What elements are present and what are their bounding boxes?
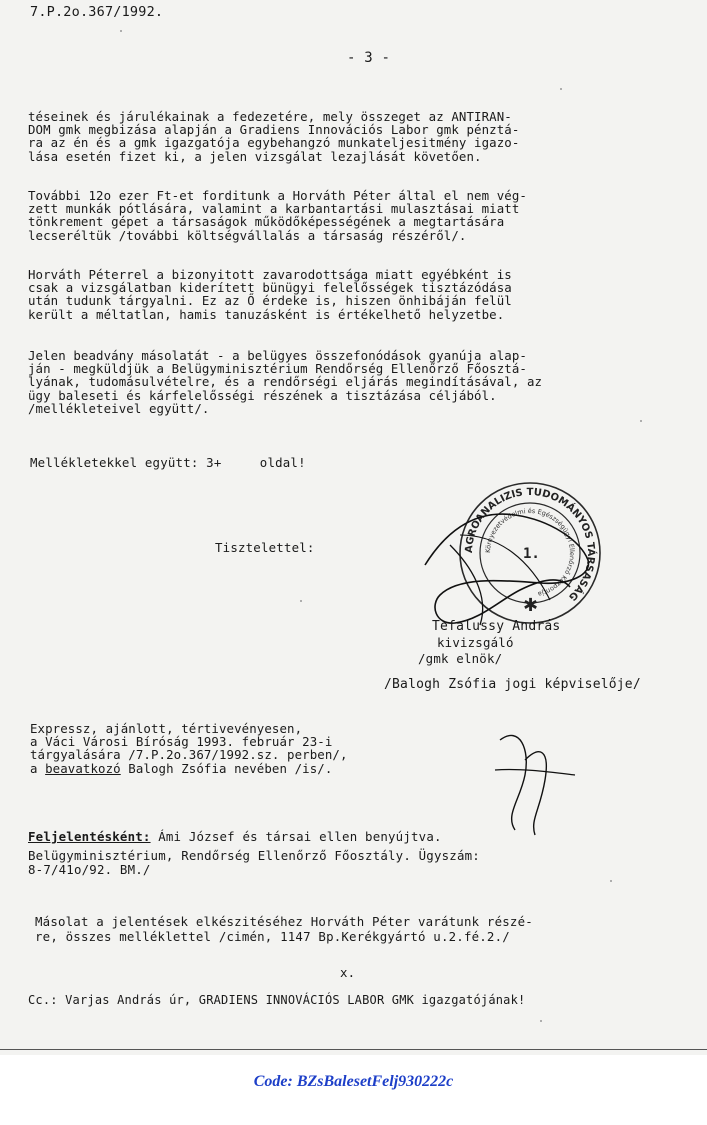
- paragraph-3-line: Horváth Péterrel a bizonyitott zavarodottsága miatt egyébként is: [28, 267, 512, 282]
- delivery-line: tárgyalására /7.P.2o.367/1992.sz. perben/,: [30, 747, 348, 763]
- paragraph-2-line: lecseréltük /további költségvállalás a társaság részéről/.: [28, 227, 467, 243]
- delivery-suffix: Balogh Zsófia nevében /is/.: [120, 760, 333, 776]
- paragraph-3-line: csak a vizsgálatban kiderített bünügyi felelősségek tisztázódása: [28, 280, 512, 296]
- copy-note-line-1: Másolat a jelentések elkészitéséhez Horváth Péter varátunk részé-: [35, 914, 533, 929]
- footer-code: Code: BZsBalesetFelj930222c: [253, 1073, 454, 1090]
- paragraph-4-line: lyának, tudomásulvételre, és a rendőrségi eljárás megindításával, az: [28, 374, 543, 390]
- delivery-line: Expressz, ajánlott, tértivevényesen,: [30, 721, 303, 736]
- scan-speck: [120, 30, 122, 32]
- copy-note-line-2: re, összes melléklettel /cimén, 1147 Bp.Kerékgyártó u.2.fé.2./: [35, 929, 510, 944]
- delivery-underlined: beavatkozó: [45, 760, 121, 776]
- signatory-name: Tefalussy András: [432, 619, 561, 634]
- paragraph-4: [28, 349, 542, 415]
- paragraph-1-line: lása esetén fizet ki, a jelen vizsgálat lezajlását követően.: [28, 148, 482, 164]
- complaint-text: Ámi József és társai ellen benyújtva.: [150, 829, 442, 844]
- cc-line: Cc.: Varjas András úr, GRADIENS INNOVÁCIÓS LABOR GMK igazgatójának!: [28, 993, 526, 1007]
- paragraph-2: [28, 189, 527, 242]
- complaint-line: [28, 830, 442, 843]
- complaint-line-3: 8-7/41o/92. BM./: [28, 862, 151, 877]
- closing-salutation: Tisztelettel:: [215, 540, 315, 555]
- stamp-star-icon: ✱: [523, 595, 539, 616]
- scan-speck: [640, 420, 642, 422]
- paragraph-3: [28, 268, 512, 321]
- paragraph-3-line: után tudunk tárgyalni. Ez az Ő érdeke is, hiszen önhibáján felül: [28, 293, 512, 309]
- signatory-role: /gmk elnök/: [418, 651, 503, 666]
- paragraph-4-line: ügy baleseti és kárfelelősségi részének a tisztázása céljából.: [28, 387, 497, 403]
- delivery-prefix: a: [30, 760, 46, 776]
- delivery-notes: [30, 722, 348, 775]
- paragraph-2-line: zett munkák pótlására, valamint a karbantartási mulasztásai miatt: [28, 201, 520, 217]
- stamp-inner-text: Környezetvédelmi és Egészségügyi Ellenőrző Központja: [483, 506, 577, 599]
- paragraph-1-line: DOM gmk megbizása alapján a Gradiens Innovációs Labor gmk pénztá-: [28, 122, 520, 138]
- paragraph-4-line: Jelen beadvány másolatát - a belügyes összefonódások gyanúja alap-: [28, 348, 527, 363]
- scan-speck: [560, 88, 562, 90]
- paragraph-1-line: ra az én és a gmk igazgatója egybehangzó munkateljesitmény igazo-: [28, 135, 520, 151]
- delivery-line-last: [30, 762, 348, 775]
- paragraph-4-line: /mellékleteivel együtt/.: [28, 400, 210, 416]
- signatory-title: kivizsgáló: [437, 635, 514, 650]
- paragraph-2-line: További 12o ezer Ft-et forditunk a Horváth Péter által el nem vég-: [28, 188, 527, 203]
- scan-speck: [300, 600, 302, 602]
- delivery-line: a Váci Városi Bíróság 1993. február 23-i: [30, 734, 333, 750]
- second-signature: [490, 720, 580, 840]
- scan-speck: [610, 880, 612, 882]
- stamp-ring-text: AGROANALIZIS TUDOMÁNYOS TÁRSASÁG: [463, 486, 597, 603]
- complaint-label: Feljelentésként:: [28, 829, 151, 844]
- scan-speck: [540, 1020, 542, 1022]
- complaint-line-2: Belügyminisztérium, Rendőrség Ellenőrző Főosztály. Ügyszám:: [28, 848, 480, 863]
- page-number: - 3 -: [347, 50, 391, 66]
- paragraph-1: [28, 110, 519, 163]
- case-number: 7.P.2o.367/1992.: [30, 4, 164, 20]
- signatory-representation: /Balogh Zsófia jogi képviselője/: [384, 677, 641, 692]
- stamp-number: 1.: [523, 546, 540, 562]
- paragraph-2-line: tönkrement gépet a társaságok működőképességének a megtartására: [28, 214, 505, 230]
- paragraph-3-line: került a méltatlan, hamis tanuzásként is értékelhető helyzetbe.: [28, 306, 505, 322]
- paragraph-4-line: ján - megküldjük a Belügyminisztérium Rendőrség Ellenőrző Főosztá-: [28, 361, 527, 377]
- paragraph-1-line: téseinek és járulékainak a fedezetére, mely összeget az ANTIRAN-: [28, 109, 512, 124]
- footer-divider: [0, 1049, 707, 1050]
- attachments-line: Mellékletekkel együtt: 3+ oldal!: [30, 455, 306, 470]
- separator-mark: x.: [340, 965, 356, 980]
- handwritten-signature: [420, 505, 595, 635]
